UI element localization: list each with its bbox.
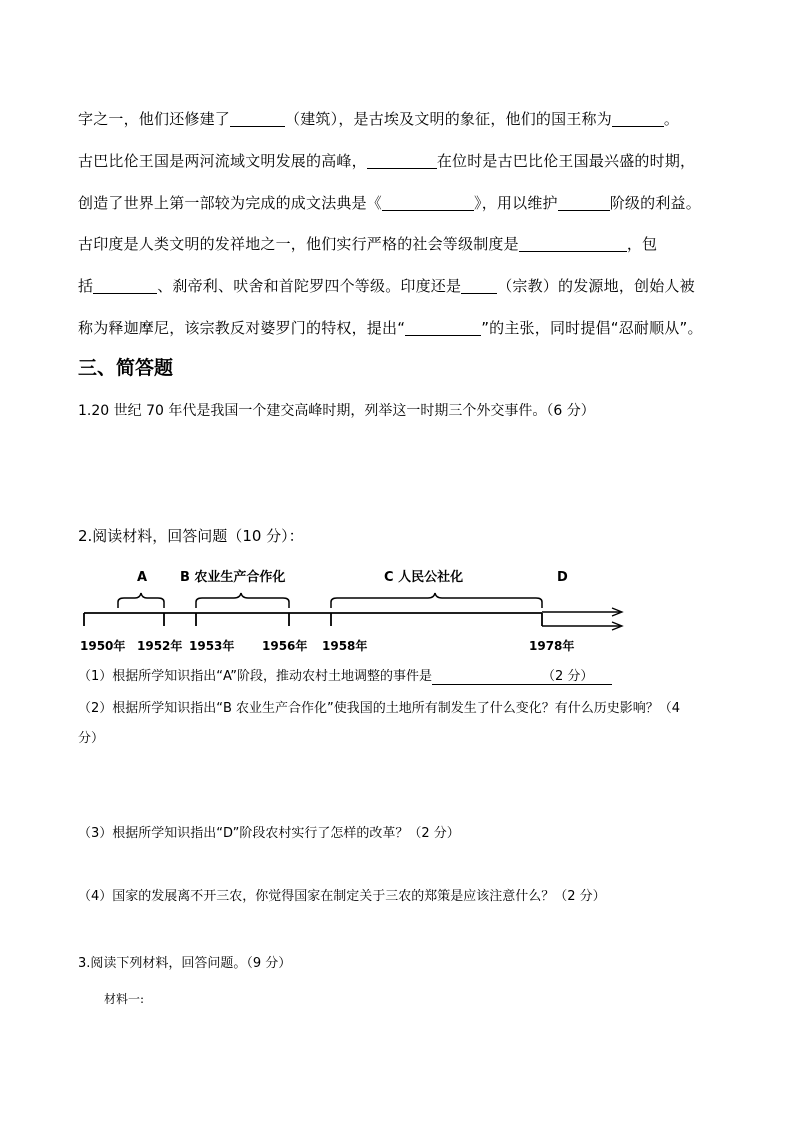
- blank-6[interactable]: [519, 235, 627, 252]
- question-2-4: （4）国家的发展离不开三农，你觉得国家在制定关于三农的郑策是应该注意什么？（2 分）: [78, 889, 606, 904]
- blank-1[interactable]: [230, 110, 285, 127]
- fill-line-6: 称为释迦摩尼，该宗教反对婆罗门的特权，提出“ ”的主张，同时提倡“忍耐顺从”。: [78, 319, 703, 337]
- tick-label-1953: 1953年: [189, 639, 235, 653]
- tick-label-1956: 1956年: [262, 639, 308, 653]
- blank-9[interactable]: [405, 319, 481, 336]
- tick-label-1958: 1958年: [322, 639, 368, 653]
- tick-label-1952: 1952年: [137, 639, 183, 653]
- question-2: 2.阅读材料，回答问题（10 分）：: [78, 527, 304, 545]
- answer-blank-2-1[interactable]: （2 分）: [432, 665, 612, 685]
- section-title: 三、简答题: [78, 357, 174, 379]
- question-2-1: （1）根据所学知识指出“A”阶段，推动农村土地调整的事件是 （2 分）: [78, 665, 612, 685]
- blank-4[interactable]: [382, 194, 474, 211]
- question-2-3: （3）根据所学知识指出“D”阶段农村实行了怎样的改革？（2 分）: [78, 826, 460, 841]
- timeline-label-d: D: [557, 570, 568, 585]
- blank-8[interactable]: [461, 277, 497, 294]
- blank-5[interactable]: [558, 194, 610, 211]
- timeline-label-b: B 农业生产合作化: [180, 570, 286, 585]
- question-2-2: （2）根据所学知识指出“B 农业生产合作化”使我国的土地所有制发生了什么变化？有什么历史影响？（4: [78, 701, 681, 716]
- timeline-label-a: A: [137, 570, 148, 585]
- question-3: 3.阅读下列材料，回答问题。（9 分）: [78, 956, 292, 971]
- blank-3[interactable]: [367, 152, 437, 169]
- tick-label-1978: 1978年: [529, 639, 575, 653]
- timeline-diagram: [0, 560, 794, 670]
- material-1-label: 材料一:: [104, 992, 145, 1006]
- fill-line-4: 古印度是人类文明的发祥地之一，他们实行严格的社会等级制度是 ，包: [78, 235, 658, 253]
- tick-label-1950: 1950年: [80, 639, 126, 653]
- question-2-2-cont: 分）: [78, 731, 105, 746]
- question-1: 1.20 世纪 70 年代是我国一个建交高峰时期，列举这一时期三个外交事件。（6 分）: [78, 403, 595, 419]
- brace-c: [331, 593, 542, 608]
- timeline-label-c: C 人民公社化: [384, 570, 464, 585]
- fill-line-3: 创造了世界上第一部较为完成的成文法典是《 》，用以维护 阶级的利益。: [78, 194, 701, 212]
- fill-line-1: 字之一，他们还修建了 （建筑），是古埃及文明的象征，他们的国王称为 。: [78, 110, 680, 128]
- brace-a: [118, 593, 164, 608]
- blank-2[interactable]: [612, 110, 664, 127]
- fill-line-5: 括 、刹帝利、吠舍和首陀罗四个等级。印度还是 （宗教）的发源地，创始人被: [78, 277, 695, 295]
- fill-line-2: 古巴比伦王国是两河流域文明发展的高峰， 在位时是古巴比伦王国最兴盛的时期，: [78, 152, 696, 170]
- blank-7[interactable]: [93, 277, 157, 294]
- brace-b: [196, 593, 289, 608]
